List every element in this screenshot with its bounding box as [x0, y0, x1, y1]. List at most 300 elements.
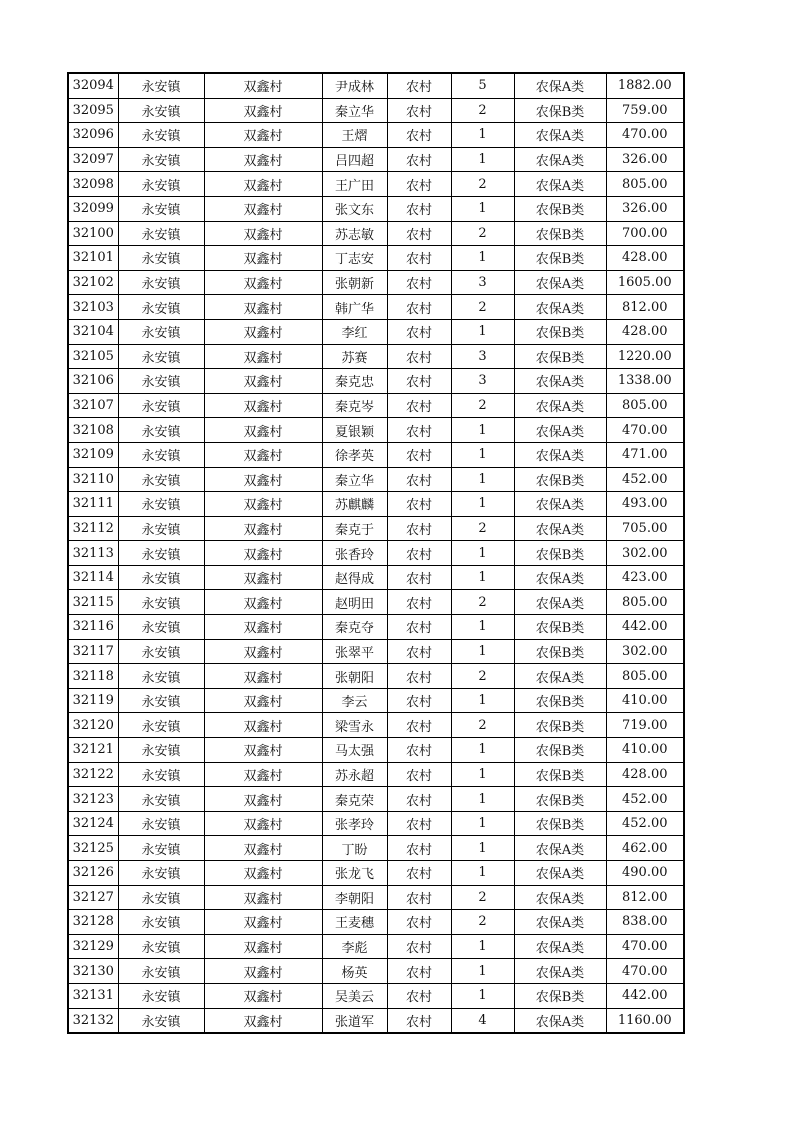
cell-record-id: 32094 — [68, 73, 118, 98]
cell-record-id: 32120 — [68, 713, 118, 738]
cell-household-size: 1 — [451, 467, 514, 492]
cell-household-size: 1 — [451, 196, 514, 221]
cell-household-size: 2 — [451, 295, 514, 320]
cell-household-type: 农村 — [387, 73, 451, 98]
cell-village: 双鑫村 — [204, 344, 322, 369]
cell-amount: 470.00 — [606, 934, 684, 959]
cell-household-size: 1 — [451, 246, 514, 271]
cell-household-size: 1 — [451, 861, 514, 886]
cell-village: 双鑫村 — [204, 811, 322, 836]
cell-amount: 1605.00 — [606, 270, 684, 295]
cell-village: 双鑫村 — [204, 590, 322, 615]
cell-amount: 493.00 — [606, 492, 684, 517]
cell-name: 张翠平 — [322, 639, 387, 664]
cell-insurance-category: 农保B类 — [514, 541, 606, 566]
cell-town: 永安镇 — [118, 811, 204, 836]
cell-record-id: 32108 — [68, 418, 118, 443]
cell-name: 马太强 — [322, 738, 387, 763]
cell-town: 永安镇 — [118, 319, 204, 344]
cell-household-type: 农村 — [387, 172, 451, 197]
cell-household-type: 农村 — [387, 738, 451, 763]
cell-household-type: 农村 — [387, 664, 451, 689]
cell-household-type: 农村 — [387, 615, 451, 640]
cell-insurance-category: 农保A类 — [514, 959, 606, 984]
table-row — [68, 738, 684, 763]
cell-village: 双鑫村 — [204, 147, 322, 172]
cell-village: 双鑫村 — [204, 369, 322, 394]
cell-insurance-category: 农保A类 — [514, 369, 606, 394]
cell-village: 双鑫村 — [204, 541, 322, 566]
cell-town: 永安镇 — [118, 1008, 204, 1033]
cell-household-size: 1 — [451, 811, 514, 836]
cell-household-type: 农村 — [387, 246, 451, 271]
cell-household-type: 农村 — [387, 319, 451, 344]
cell-household-type: 农村 — [387, 713, 451, 738]
cell-insurance-category: 农保B类 — [514, 246, 606, 271]
cell-amount: 700.00 — [606, 221, 684, 246]
table-row — [68, 516, 684, 541]
cell-village: 双鑫村 — [204, 983, 322, 1008]
cell-insurance-category: 农保B类 — [514, 196, 606, 221]
cell-name: 张文东 — [322, 196, 387, 221]
cell-village: 双鑫村 — [204, 762, 322, 787]
cell-amount: 812.00 — [606, 885, 684, 910]
cell-name: 吴美云 — [322, 983, 387, 1008]
cell-amount: 452.00 — [606, 467, 684, 492]
cell-insurance-category: 农保A类 — [514, 270, 606, 295]
cell-village: 双鑫村 — [204, 959, 322, 984]
cell-record-id: 32114 — [68, 565, 118, 590]
cell-name: 秦克岑 — [322, 393, 387, 418]
cell-household-type: 农村 — [387, 418, 451, 443]
table-row — [68, 910, 684, 935]
cell-household-size: 1 — [451, 639, 514, 664]
cell-household-type: 农村 — [387, 516, 451, 541]
cell-town: 永安镇 — [118, 664, 204, 689]
cell-name: 徐孝英 — [322, 442, 387, 467]
table-row — [68, 246, 684, 271]
cell-town: 永安镇 — [118, 959, 204, 984]
table-row — [68, 1008, 684, 1033]
cell-name: 张道军 — [322, 1008, 387, 1033]
cell-household-type: 农村 — [387, 811, 451, 836]
cell-amount: 838.00 — [606, 910, 684, 935]
cell-household-size: 3 — [451, 369, 514, 394]
table-row — [68, 369, 684, 394]
cell-village: 双鑫村 — [204, 295, 322, 320]
cell-household-type: 农村 — [387, 983, 451, 1008]
cell-record-id: 32096 — [68, 123, 118, 148]
cell-name: 秦立华 — [322, 467, 387, 492]
cell-village: 双鑫村 — [204, 98, 322, 123]
cell-household-type: 农村 — [387, 541, 451, 566]
cell-village: 双鑫村 — [204, 123, 322, 148]
cell-amount: 470.00 — [606, 959, 684, 984]
cell-amount: 442.00 — [606, 615, 684, 640]
cell-household-type: 农村 — [387, 467, 451, 492]
cell-town: 永安镇 — [118, 393, 204, 418]
cell-insurance-category: 农保A类 — [514, 295, 606, 320]
cell-amount: 302.00 — [606, 639, 684, 664]
cell-town: 永安镇 — [118, 762, 204, 787]
cell-town: 永安镇 — [118, 541, 204, 566]
cell-town: 永安镇 — [118, 246, 204, 271]
cell-household-size: 1 — [451, 442, 514, 467]
table-row — [68, 688, 684, 713]
cell-amount: 719.00 — [606, 713, 684, 738]
table-row — [68, 664, 684, 689]
cell-village: 双鑫村 — [204, 836, 322, 861]
table-row — [68, 836, 684, 861]
cell-household-size: 2 — [451, 664, 514, 689]
cell-village: 双鑫村 — [204, 934, 322, 959]
cell-name: 夏银颖 — [322, 418, 387, 443]
cell-record-id: 32128 — [68, 910, 118, 935]
cell-insurance-category: 农保B类 — [514, 983, 606, 1008]
cell-amount: 452.00 — [606, 787, 684, 812]
table-row — [68, 319, 684, 344]
cell-record-id: 32113 — [68, 541, 118, 566]
cell-household-type: 农村 — [387, 861, 451, 886]
records-table — [67, 72, 685, 1034]
cell-name: 赵明田 — [322, 590, 387, 615]
cell-town: 永安镇 — [118, 787, 204, 812]
table-row — [68, 467, 684, 492]
cell-household-type: 农村 — [387, 836, 451, 861]
table-row — [68, 73, 684, 98]
cell-town: 永安镇 — [118, 565, 204, 590]
cell-insurance-category: 农保B类 — [514, 98, 606, 123]
cell-household-type: 农村 — [387, 787, 451, 812]
cell-amount: 470.00 — [606, 418, 684, 443]
cell-household-size: 2 — [451, 172, 514, 197]
cell-town: 永安镇 — [118, 713, 204, 738]
cell-household-type: 农村 — [387, 492, 451, 517]
cell-household-size: 2 — [451, 885, 514, 910]
cell-town: 永安镇 — [118, 688, 204, 713]
cell-insurance-category: 农保B类 — [514, 738, 606, 763]
cell-record-id: 32126 — [68, 861, 118, 886]
cell-amount: 805.00 — [606, 590, 684, 615]
table-row — [68, 492, 684, 517]
cell-amount: 471.00 — [606, 442, 684, 467]
cell-household-size: 1 — [451, 418, 514, 443]
cell-town: 永安镇 — [118, 369, 204, 394]
cell-record-id: 32098 — [68, 172, 118, 197]
cell-amount: 326.00 — [606, 196, 684, 221]
cell-household-size: 3 — [451, 344, 514, 369]
cell-village: 双鑫村 — [204, 319, 322, 344]
table-row — [68, 885, 684, 910]
cell-household-size: 2 — [451, 221, 514, 246]
cell-insurance-category: 农保B类 — [514, 344, 606, 369]
cell-insurance-category: 农保A类 — [514, 910, 606, 935]
cell-household-type: 农村 — [387, 369, 451, 394]
cell-town: 永安镇 — [118, 590, 204, 615]
cell-town: 永安镇 — [118, 172, 204, 197]
cell-town: 永安镇 — [118, 344, 204, 369]
cell-village: 双鑫村 — [204, 738, 322, 763]
cell-village: 双鑫村 — [204, 1008, 322, 1033]
cell-insurance-category: 农保A类 — [514, 73, 606, 98]
cell-household-size: 3 — [451, 270, 514, 295]
cell-amount: 410.00 — [606, 738, 684, 763]
cell-record-id: 32099 — [68, 196, 118, 221]
table-row — [68, 295, 684, 320]
cell-household-size: 2 — [451, 98, 514, 123]
cell-name: 张孝玲 — [322, 811, 387, 836]
cell-village: 双鑫村 — [204, 713, 322, 738]
cell-record-id: 32118 — [68, 664, 118, 689]
cell-insurance-category: 农保B类 — [514, 615, 606, 640]
cell-amount: 1882.00 — [606, 73, 684, 98]
cell-town: 永安镇 — [118, 418, 204, 443]
cell-village: 双鑫村 — [204, 492, 322, 517]
cell-town: 永安镇 — [118, 295, 204, 320]
cell-household-type: 农村 — [387, 295, 451, 320]
cell-record-id: 32130 — [68, 959, 118, 984]
cell-town: 永安镇 — [118, 270, 204, 295]
cell-name: 秦克夺 — [322, 615, 387, 640]
cell-village: 双鑫村 — [204, 393, 322, 418]
cell-household-type: 农村 — [387, 270, 451, 295]
cell-record-id: 32109 — [68, 442, 118, 467]
cell-insurance-category: 农保B类 — [514, 639, 606, 664]
cell-household-type: 农村 — [387, 393, 451, 418]
cell-village: 双鑫村 — [204, 688, 322, 713]
cell-record-id: 32110 — [68, 467, 118, 492]
cell-household-type: 农村 — [387, 934, 451, 959]
cell-household-size: 2 — [451, 393, 514, 418]
cell-name: 张龙飞 — [322, 861, 387, 886]
cell-town: 永安镇 — [118, 98, 204, 123]
cell-amount: 1338.00 — [606, 369, 684, 394]
cell-village: 双鑫村 — [204, 516, 322, 541]
cell-amount: 759.00 — [606, 98, 684, 123]
cell-record-id: 32097 — [68, 147, 118, 172]
cell-insurance-category: 农保B类 — [514, 811, 606, 836]
cell-village: 双鑫村 — [204, 73, 322, 98]
cell-household-size: 1 — [451, 688, 514, 713]
cell-name: 李朝阳 — [322, 885, 387, 910]
cell-insurance-category: 农保A类 — [514, 664, 606, 689]
cell-record-id: 32129 — [68, 934, 118, 959]
table-row — [68, 541, 684, 566]
cell-record-id: 32100 — [68, 221, 118, 246]
cell-amount: 428.00 — [606, 246, 684, 271]
cell-town: 永安镇 — [118, 615, 204, 640]
table-row — [68, 959, 684, 984]
cell-insurance-category: 农保B类 — [514, 688, 606, 713]
cell-household-size: 1 — [451, 934, 514, 959]
cell-record-id: 32127 — [68, 885, 118, 910]
cell-amount: 812.00 — [606, 295, 684, 320]
cell-village: 双鑫村 — [204, 885, 322, 910]
table-row — [68, 147, 684, 172]
cell-village: 双鑫村 — [204, 442, 322, 467]
cell-name: 苏永超 — [322, 762, 387, 787]
cell-household-type: 农村 — [387, 344, 451, 369]
cell-household-size: 1 — [451, 565, 514, 590]
table-row — [68, 196, 684, 221]
cell-name: 秦克忠 — [322, 369, 387, 394]
cell-record-id: 32105 — [68, 344, 118, 369]
cell-household-size: 1 — [451, 147, 514, 172]
cell-insurance-category: 农保B类 — [514, 787, 606, 812]
cell-record-id: 32132 — [68, 1008, 118, 1033]
cell-amount: 470.00 — [606, 123, 684, 148]
cell-name: 秦克于 — [322, 516, 387, 541]
cell-household-type: 农村 — [387, 196, 451, 221]
cell-household-size: 1 — [451, 615, 514, 640]
cell-household-type: 农村 — [387, 147, 451, 172]
cell-household-type: 农村 — [387, 688, 451, 713]
cell-household-size: 1 — [451, 836, 514, 861]
cell-town: 永安镇 — [118, 885, 204, 910]
table-row — [68, 590, 684, 615]
cell-name: 苏志敏 — [322, 221, 387, 246]
table-row — [68, 787, 684, 812]
cell-household-size: 2 — [451, 910, 514, 935]
cell-record-id: 32111 — [68, 492, 118, 517]
cell-name: 李彪 — [322, 934, 387, 959]
cell-insurance-category: 农保A类 — [514, 1008, 606, 1033]
cell-record-id: 32106 — [68, 369, 118, 394]
cell-record-id: 32119 — [68, 688, 118, 713]
cell-household-size: 1 — [451, 983, 514, 1008]
table-row — [68, 123, 684, 148]
cell-household-type: 农村 — [387, 1008, 451, 1033]
cell-amount: 302.00 — [606, 541, 684, 566]
table-row — [68, 98, 684, 123]
cell-name: 赵得成 — [322, 565, 387, 590]
cell-record-id: 32121 — [68, 738, 118, 763]
cell-household-type: 农村 — [387, 762, 451, 787]
cell-name: 王熠 — [322, 123, 387, 148]
cell-name: 张朝阳 — [322, 664, 387, 689]
cell-insurance-category: 农保B类 — [514, 319, 606, 344]
cell-name: 李云 — [322, 688, 387, 713]
cell-insurance-category: 农保B类 — [514, 221, 606, 246]
cell-village: 双鑫村 — [204, 639, 322, 664]
cell-amount: 428.00 — [606, 319, 684, 344]
cell-town: 永安镇 — [118, 73, 204, 98]
cell-amount: 705.00 — [606, 516, 684, 541]
cell-insurance-category: 农保A类 — [514, 393, 606, 418]
cell-household-type: 农村 — [387, 959, 451, 984]
cell-name: 秦克荣 — [322, 787, 387, 812]
cell-name: 丁志安 — [322, 246, 387, 271]
table-row — [68, 615, 684, 640]
cell-name: 韩广华 — [322, 295, 387, 320]
cell-town: 永安镇 — [118, 442, 204, 467]
cell-household-size: 1 — [451, 959, 514, 984]
cell-town: 永安镇 — [118, 910, 204, 935]
table-row — [68, 811, 684, 836]
cell-household-type: 农村 — [387, 98, 451, 123]
cell-record-id: 32107 — [68, 393, 118, 418]
cell-village: 双鑫村 — [204, 172, 322, 197]
cell-village: 双鑫村 — [204, 664, 322, 689]
table-row — [68, 565, 684, 590]
cell-household-size: 1 — [451, 319, 514, 344]
cell-record-id: 32104 — [68, 319, 118, 344]
cell-record-id: 32103 — [68, 295, 118, 320]
cell-amount: 1160.00 — [606, 1008, 684, 1033]
table-row — [68, 418, 684, 443]
cell-household-size: 2 — [451, 516, 514, 541]
cell-amount: 428.00 — [606, 762, 684, 787]
cell-insurance-category: 农保A类 — [514, 492, 606, 517]
cell-amount: 452.00 — [606, 811, 684, 836]
cell-amount: 805.00 — [606, 393, 684, 418]
cell-town: 永安镇 — [118, 836, 204, 861]
cell-record-id: 32124 — [68, 811, 118, 836]
table-row — [68, 983, 684, 1008]
cell-name: 秦立华 — [322, 98, 387, 123]
cell-record-id: 32101 — [68, 246, 118, 271]
cell-name: 王麦穗 — [322, 910, 387, 935]
cell-insurance-category: 农保A类 — [514, 442, 606, 467]
cell-name: 苏麒麟 — [322, 492, 387, 517]
cell-household-type: 农村 — [387, 442, 451, 467]
cell-town: 永安镇 — [118, 516, 204, 541]
table-row — [68, 221, 684, 246]
cell-insurance-category: 农保B类 — [514, 713, 606, 738]
cell-household-size: 2 — [451, 713, 514, 738]
table-row — [68, 639, 684, 664]
cell-insurance-category: 农保A类 — [514, 885, 606, 910]
cell-record-id: 32125 — [68, 836, 118, 861]
cell-household-type: 农村 — [387, 221, 451, 246]
cell-village: 双鑫村 — [204, 787, 322, 812]
cell-village: 双鑫村 — [204, 565, 322, 590]
cell-amount: 490.00 — [606, 861, 684, 886]
cell-town: 永安镇 — [118, 639, 204, 664]
cell-village: 双鑫村 — [204, 418, 322, 443]
cell-insurance-category: 农保A类 — [514, 418, 606, 443]
table-row — [68, 934, 684, 959]
cell-record-id: 32117 — [68, 639, 118, 664]
cell-town: 永安镇 — [118, 492, 204, 517]
cell-town: 永安镇 — [118, 123, 204, 148]
cell-town: 永安镇 — [118, 934, 204, 959]
cell-amount: 326.00 — [606, 147, 684, 172]
cell-name: 杨英 — [322, 959, 387, 984]
cell-household-type: 农村 — [387, 123, 451, 148]
cell-record-id: 32131 — [68, 983, 118, 1008]
cell-record-id: 32102 — [68, 270, 118, 295]
cell-insurance-category: 农保A类 — [514, 590, 606, 615]
cell-village: 双鑫村 — [204, 196, 322, 221]
cell-name: 丁盼 — [322, 836, 387, 861]
cell-name: 尹成林 — [322, 73, 387, 98]
cell-name: 苏赛 — [322, 344, 387, 369]
table-row — [68, 762, 684, 787]
cell-name: 张朝新 — [322, 270, 387, 295]
cell-insurance-category: 农保A类 — [514, 565, 606, 590]
cell-insurance-category: 农保A类 — [514, 516, 606, 541]
cell-amount: 805.00 — [606, 664, 684, 689]
cell-record-id: 32122 — [68, 762, 118, 787]
cell-town: 永安镇 — [118, 221, 204, 246]
cell-insurance-category: 农保A类 — [514, 934, 606, 959]
cell-household-type: 农村 — [387, 910, 451, 935]
cell-village: 双鑫村 — [204, 467, 322, 492]
cell-household-size: 1 — [451, 492, 514, 517]
cell-household-size: 1 — [451, 123, 514, 148]
cell-household-type: 农村 — [387, 639, 451, 664]
